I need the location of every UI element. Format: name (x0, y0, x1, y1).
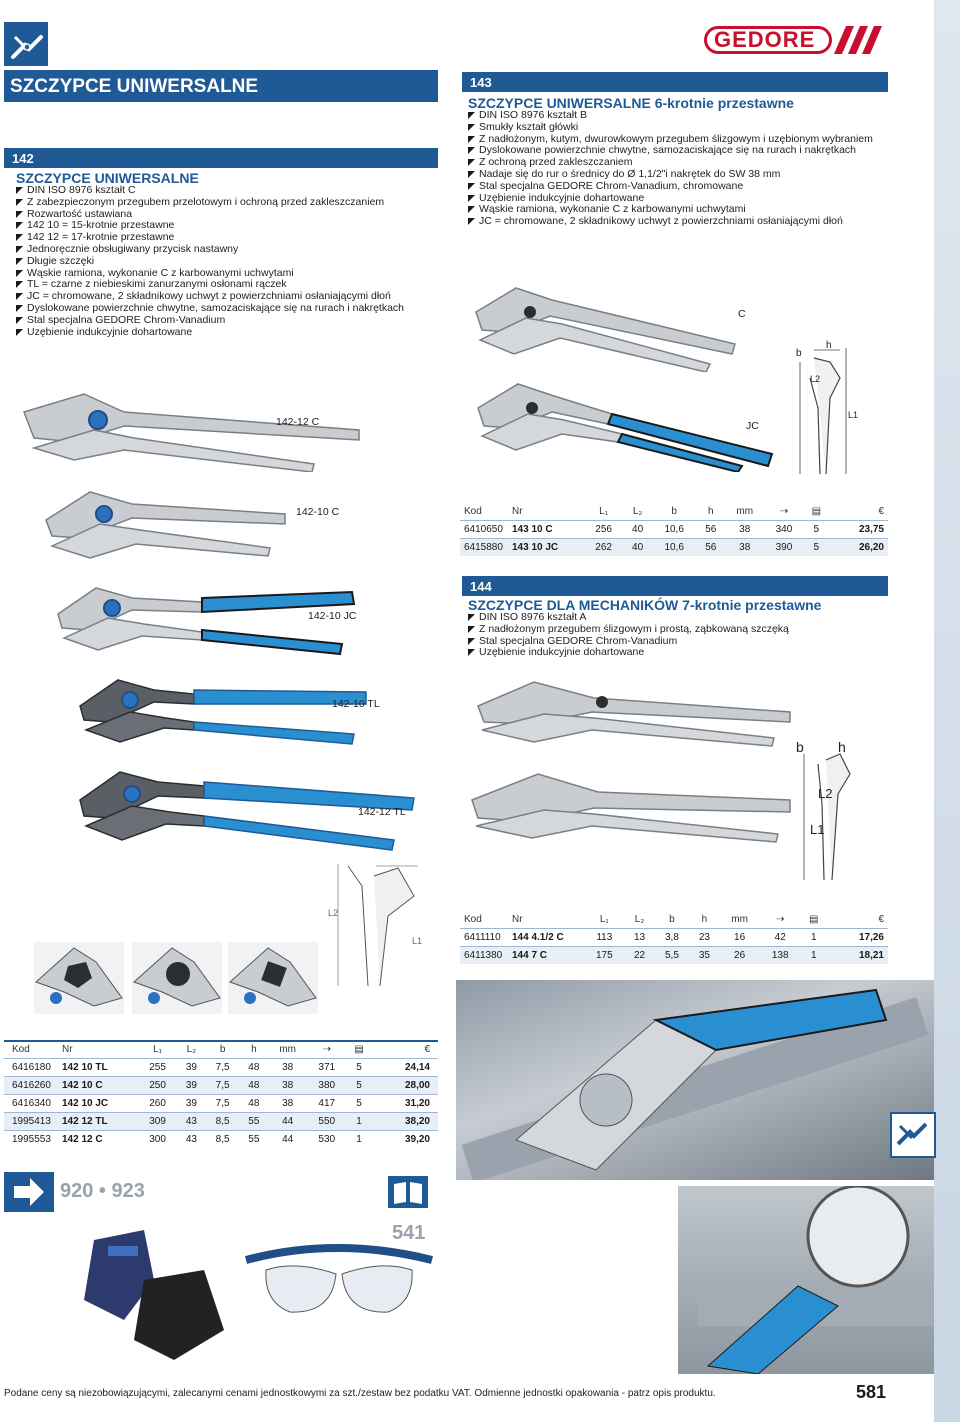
col-mm-icon: mm (279, 1044, 297, 1056)
plier-144-4-c-image (468, 770, 794, 844)
feature-item: Z nadłożonym, kutym, dwurowkowym przegubem ślizgowym i uzębionym wybraniem (468, 134, 888, 146)
col-nr: Nr (62, 1044, 73, 1056)
col-weight-icon: ⇢ (322, 1044, 331, 1056)
plier-143-10-c-image (470, 282, 740, 372)
section-143-title-main: SZCZYPCE UNIWERSALNE (468, 95, 651, 111)
label-143-c: C (738, 308, 746, 320)
table-row: 1995553 142 12 C 300 43 8,5 55 44 530 1 39,20 (4, 1130, 438, 1148)
label-142-10-jc: 142-10 JC (308, 610, 357, 622)
dim-l2: L2 (328, 908, 339, 918)
feature-item: DIN ISO 8976 kształt B (468, 110, 888, 122)
safety-glasses-photo (236, 1240, 442, 1350)
plier-142-10-tl-image (74, 672, 374, 752)
feature-item: Smukły kształt główki (468, 122, 888, 134)
jaw-detail-photo-2 (132, 942, 222, 1014)
section-144-title-main: SZCZYPCE DLA MECHANIKÓW (468, 597, 679, 613)
label-142-10-tl: 142-10 TL (332, 698, 380, 710)
feature-item: Z zabezpieczonym przegubem przelotowym i ochroną przed zakleszczaniem (16, 197, 436, 209)
feature-item: Uzębienie indukcyjnie dohartowane (16, 327, 436, 339)
feature-item: Dyslokowane powierzchnie chwytne, samozaciskające się na rurach i nakrętkach (468, 145, 888, 157)
page-number: 581 (855, 1382, 886, 1402)
jaw-detail-photo-1 (34, 942, 124, 1014)
dim-h: h (826, 340, 832, 351)
feature-item: JC = chromowane, 2 składnikowy uchwyt z powierzchniami osłaniającymi dłoń (16, 291, 436, 303)
feature-item: Nadaje się do rur o średnicy do Ø 1,1/2"i nakrętek do SW 38 mm (468, 169, 888, 181)
table-row: 6411380 144 7 C 175 22 5,5 35 26 138 1 18,21 (460, 946, 888, 964)
section-144-table: Kod Nr L₁ L₂ b h mm ⇢ ▤ € 6411110 144 4.1/2 C 113 13 3,8 23 16 42 1 17,26 6411380 144 7 C 175 22 5,5 35 26 138 1 18,21 (460, 912, 888, 964)
feature-item: 142 10 = 15-krotnie przestawne (16, 220, 436, 232)
label-142-12-tl: 142-12 TL (358, 806, 406, 818)
section-144-number: 144 (462, 576, 888, 596)
section-144-subtitle: 7-krotnie przestawne (682, 597, 822, 613)
category-icon (4, 22, 48, 66)
feature-item: Uzębienie indukcyjnie dohartowane (468, 647, 888, 659)
feature-item: Wąskie ramiona, wykonanie C z karbowanymi uchwytami (16, 268, 436, 280)
table-row: 1995413 142 12 TL 309 43 8,5 55 44 550 1 38,20 (4, 1112, 438, 1130)
dim-l2: L2 (810, 374, 821, 384)
plier-143-dimension-drawing (790, 338, 860, 478)
col-l1: L₁ (153, 1044, 163, 1056)
feature-item: Stal specjalna GEDORE Chrom-Vanadium, chromowane (468, 181, 888, 193)
ref-page-glasses[interactable]: 541 (392, 1222, 426, 1244)
feature-item: TL = czarne z niebieskimi zanurzanymi osłonami rączek (16, 279, 436, 291)
col-pack-icon: ▤ (354, 1044, 364, 1056)
application-photo-icon (890, 1112, 936, 1158)
section-144-features (468, 612, 888, 659)
plier-144-dimension-drawing (782, 734, 862, 884)
plier-142-10-c-image (40, 484, 290, 568)
page-edge-strip (934, 0, 960, 1422)
gloves-photo (54, 1210, 234, 1370)
jaw-detail-photo-3 (228, 942, 318, 1014)
label-143-jc: JC (746, 420, 759, 432)
feature-item: 142 12 = 17-krotnie przestawne (16, 232, 436, 244)
application-photo-pipe (456, 980, 934, 1180)
brand-logo (704, 24, 890, 56)
feature-item: DIN ISO 8976 kształt A (468, 612, 888, 624)
feature-item: Z ochroną przed zakleszczaniem (468, 157, 888, 169)
dim-h: h (838, 739, 846, 755)
section-142-number: 142 (4, 148, 438, 168)
col-b: b (219, 1044, 226, 1056)
dim-b: b (796, 348, 802, 359)
section-143-subtitle: 6-krotnie przestawne (654, 95, 794, 111)
table-row: 6411110 144 4.1/2 C 113 13 3,8 23 16 42 1 17,26 (460, 928, 888, 946)
dim-b: b (796, 739, 804, 755)
footer-note: Podane ceny są niezobowiązującymi, zalecanymi cenami jednostkowymi za szt./zestaw bez podatku VAT. Odmienne jednostki opakowania - patrz opis produktu. (4, 1388, 716, 1399)
dim-l1: L1 (412, 936, 423, 946)
dim-l1: L1 (848, 410, 859, 420)
col-l2: L₂ (186, 1044, 197, 1056)
section-142-features (16, 185, 436, 338)
feature-item: JC = chromowane, 2 składnikowy uchwyt z powierzchniami osłaniającymi dłoń (468, 216, 888, 228)
table-row: 6416260 142 10 C 250 39 7,5 48 38 380 5 28,00 (4, 1076, 438, 1094)
dim-l2: L2 (818, 786, 833, 801)
dim-l1: L1 (810, 822, 825, 837)
table-row: 6416180 142 10 TL 255 39 7,5 48 38 371 5 24,14 (4, 1058, 438, 1076)
feature-item: Długie szczęki (16, 256, 436, 268)
ref-book-icon (388, 1176, 428, 1208)
feature-item: Rozwartość ustawiana (16, 209, 436, 221)
feature-item: Z nadłożonym przegubem ślizgowym i prostą, ząbkowaną szczęką (468, 624, 888, 636)
section-142-title: SZCZYPCE UNIWERSALNE (16, 170, 199, 186)
col-kod: Kod (12, 1044, 30, 1056)
col-h: h (251, 1044, 257, 1056)
section-143-number: 143 (462, 72, 888, 92)
table-row: 6415880 143 10 JC 262 40 10,6 56 38 390 5 26,20 (460, 538, 888, 556)
feature-item: Uzębienie indukcyjnie dohartowane (468, 193, 888, 205)
feature-item: Dyslokowane powierzchnie chwytne, samozaciskające się na rurach i nakrętkach (16, 303, 436, 315)
feature-item: Jednoręcznie obsługiwany przycisk nastawny (16, 244, 436, 256)
plier-144-7-c-image (474, 678, 794, 748)
application-photo-gauge (678, 1186, 934, 1374)
feature-item: Stal specjalna GEDORE Chrom-Vanadium (468, 636, 888, 648)
plier-142-dimension-drawing (318, 856, 428, 992)
col-price: € (424, 1044, 430, 1056)
feature-item: Stal specjalna GEDORE Chrom-Vanadium (16, 315, 436, 327)
feature-item: Wąskie ramiona, wykonanie C z karbowanymi uchwytami (468, 204, 888, 216)
ref-arrow-block (4, 1172, 54, 1212)
section-143-features (468, 110, 888, 228)
ref-pages-gloves[interactable]: 920 • 923 (60, 1180, 145, 1202)
label-142-12-c: 142-12 C (276, 416, 320, 428)
feature-item: DIN ISO 8976 kształt C (16, 185, 436, 197)
brand-logo-text: GEDORE (714, 27, 816, 52)
section-142-table (4, 1040, 438, 1148)
table-row: 6410650 143 10 C 256 40 10,6 56 38 340 5 23,75 (460, 520, 888, 538)
category-title: SZCZYPCE UNIWERSALNE (4, 70, 438, 102)
label-142-10-c: 142-10 C (296, 506, 340, 518)
section-143-table: Kod Nr L₁ L₂ b h mm ⇢ ▤ € 6410650 143 10 C 256 40 10,6 56 38 340 5 23,75 6415880 143 10 JC 262 40 10,6 56 38 390 5 26,20 (460, 504, 888, 556)
table-row: 6416340 142 10 JC 260 39 7,5 48 38 417 5 31,20 (4, 1094, 438, 1112)
plier-143-10-jc-image (472, 378, 782, 472)
